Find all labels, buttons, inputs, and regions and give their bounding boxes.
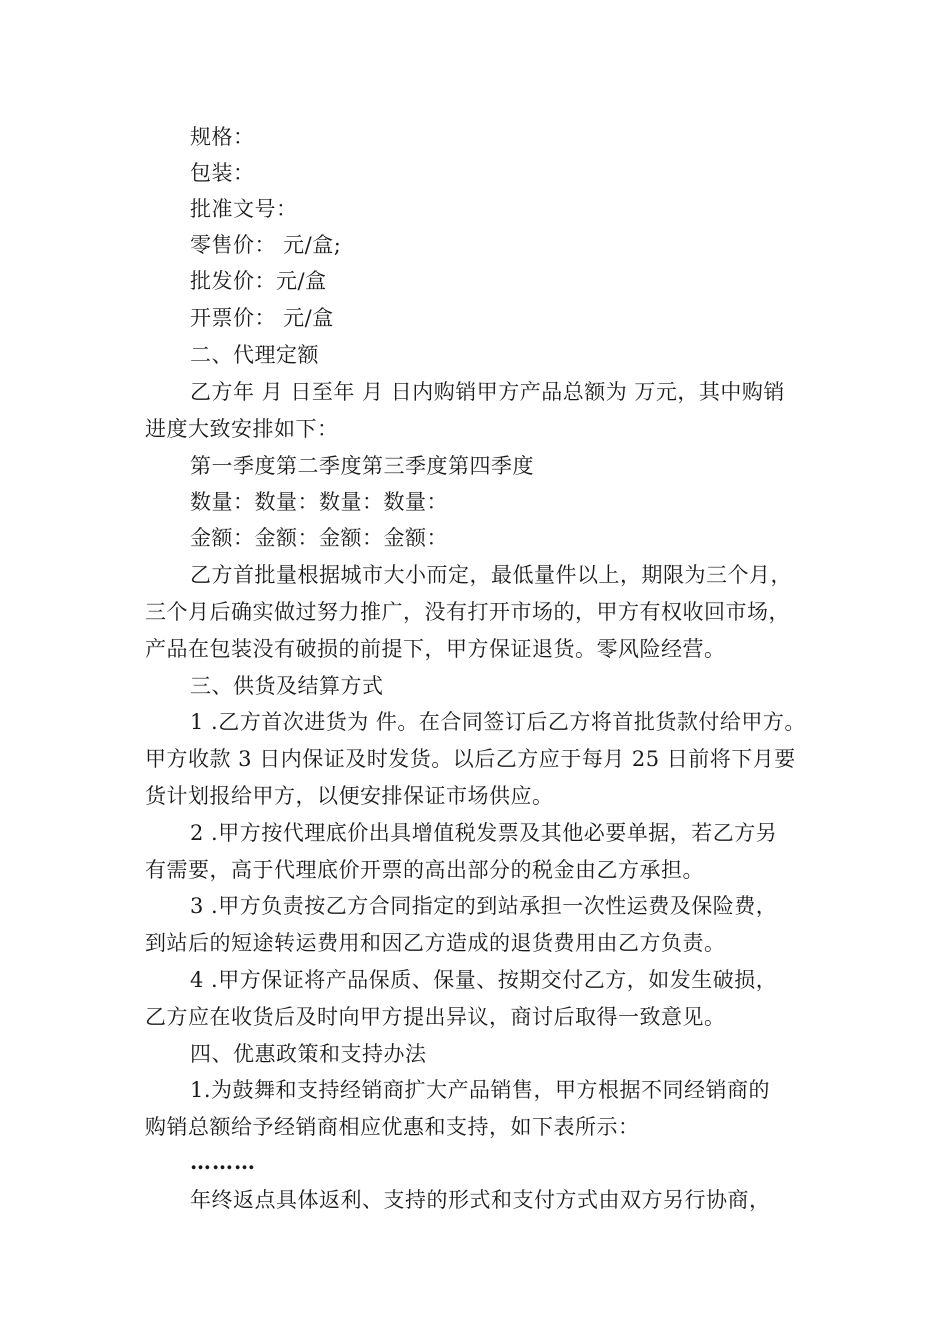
quantity-line: 数量：数量：数量：数量： — [190, 490, 448, 514]
paragraph-line: 1.为鼓舞和支持经销商扩大产品销售，甲方根据不同经销商的 — [190, 1078, 771, 1102]
amount-line: 金额：金额：金额：金额： — [190, 526, 448, 550]
quarters-line: 第一季度第二季度第三季度第四季度 — [190, 454, 534, 478]
paragraph-line: 进度大致安排如下： — [145, 417, 339, 441]
invoice-price-line: 开票价： 元/盒 — [190, 306, 334, 330]
paragraph-line: 年终返点具体返利、支持的形式和支付方式由双方另行协商， — [190, 1188, 771, 1212]
section-heading-quota: 二、代理定额 — [190, 343, 319, 367]
paragraph-line: 3 .甲方负责按乙方合同指定的到站承担一次性运费及保险费， — [190, 894, 778, 918]
paragraph-line: 乙方应在收货后及时向甲方提出异议，商讨后取得一致意见。 — [145, 1005, 726, 1029]
paragraph-line: 1 .乙方首次进货为 件。在合同签订后乙方将首批货款付给甲方。 — [190, 710, 806, 734]
section-heading-supply: 三、供货及结算方式 — [190, 674, 384, 698]
paragraph-line: 4 .甲方保证将产品保质、保量、按期交付乙方，如发生破损， — [190, 968, 778, 992]
section-heading-policy: 四、优惠政策和支持办法 — [190, 1042, 427, 1066]
paragraph-line: 货计划报给甲方，以便安排保证市场供应。 — [145, 784, 554, 808]
paragraph-line: 三个月后确实做过努力推广，没有打开市场的，甲方有权收回市场， — [145, 600, 790, 624]
paragraph-line: 到站后的短途转运费用和因乙方造成的退货费用由乙方负责。 — [145, 931, 726, 955]
paragraph-line: 购销总额给予经销商相应优惠和支持，如下表所示： — [145, 1115, 640, 1139]
paragraph-line: 有需要，高于代理底价开票的高出部分的税金由乙方承担。 — [145, 858, 704, 882]
spec-line: 规格： — [190, 125, 255, 149]
paragraph-line: 甲方收款 3 日内保证及时发货。以后乙方应于每月 25 日前将下月要 — [145, 747, 796, 771]
approval-number-line: 批准文号： — [190, 197, 298, 221]
paragraph-line: 乙方年 月 日至年 月 日内购销甲方产品总额为 万元，其中购销 — [190, 380, 785, 404]
paragraph-line: 产品在包装没有破损的前提下，甲方保证退货。零风险经营。 — [145, 637, 726, 661]
retail-price-line: 零售价： 元/盒; — [190, 233, 342, 257]
ellipsis-line: ……… — [190, 1149, 256, 1174]
packaging-line: 包装： — [190, 161, 255, 185]
paragraph-line: 2 .甲方按代理底价出具增值税发票及其他必要单据，若乙方另 — [190, 821, 778, 845]
paragraph-line: 乙方首批量根据城市大小而定，最低量件以上，期限为三个月， — [190, 563, 792, 587]
wholesale-price-line: 批发价：元/盒 — [190, 269, 327, 293]
